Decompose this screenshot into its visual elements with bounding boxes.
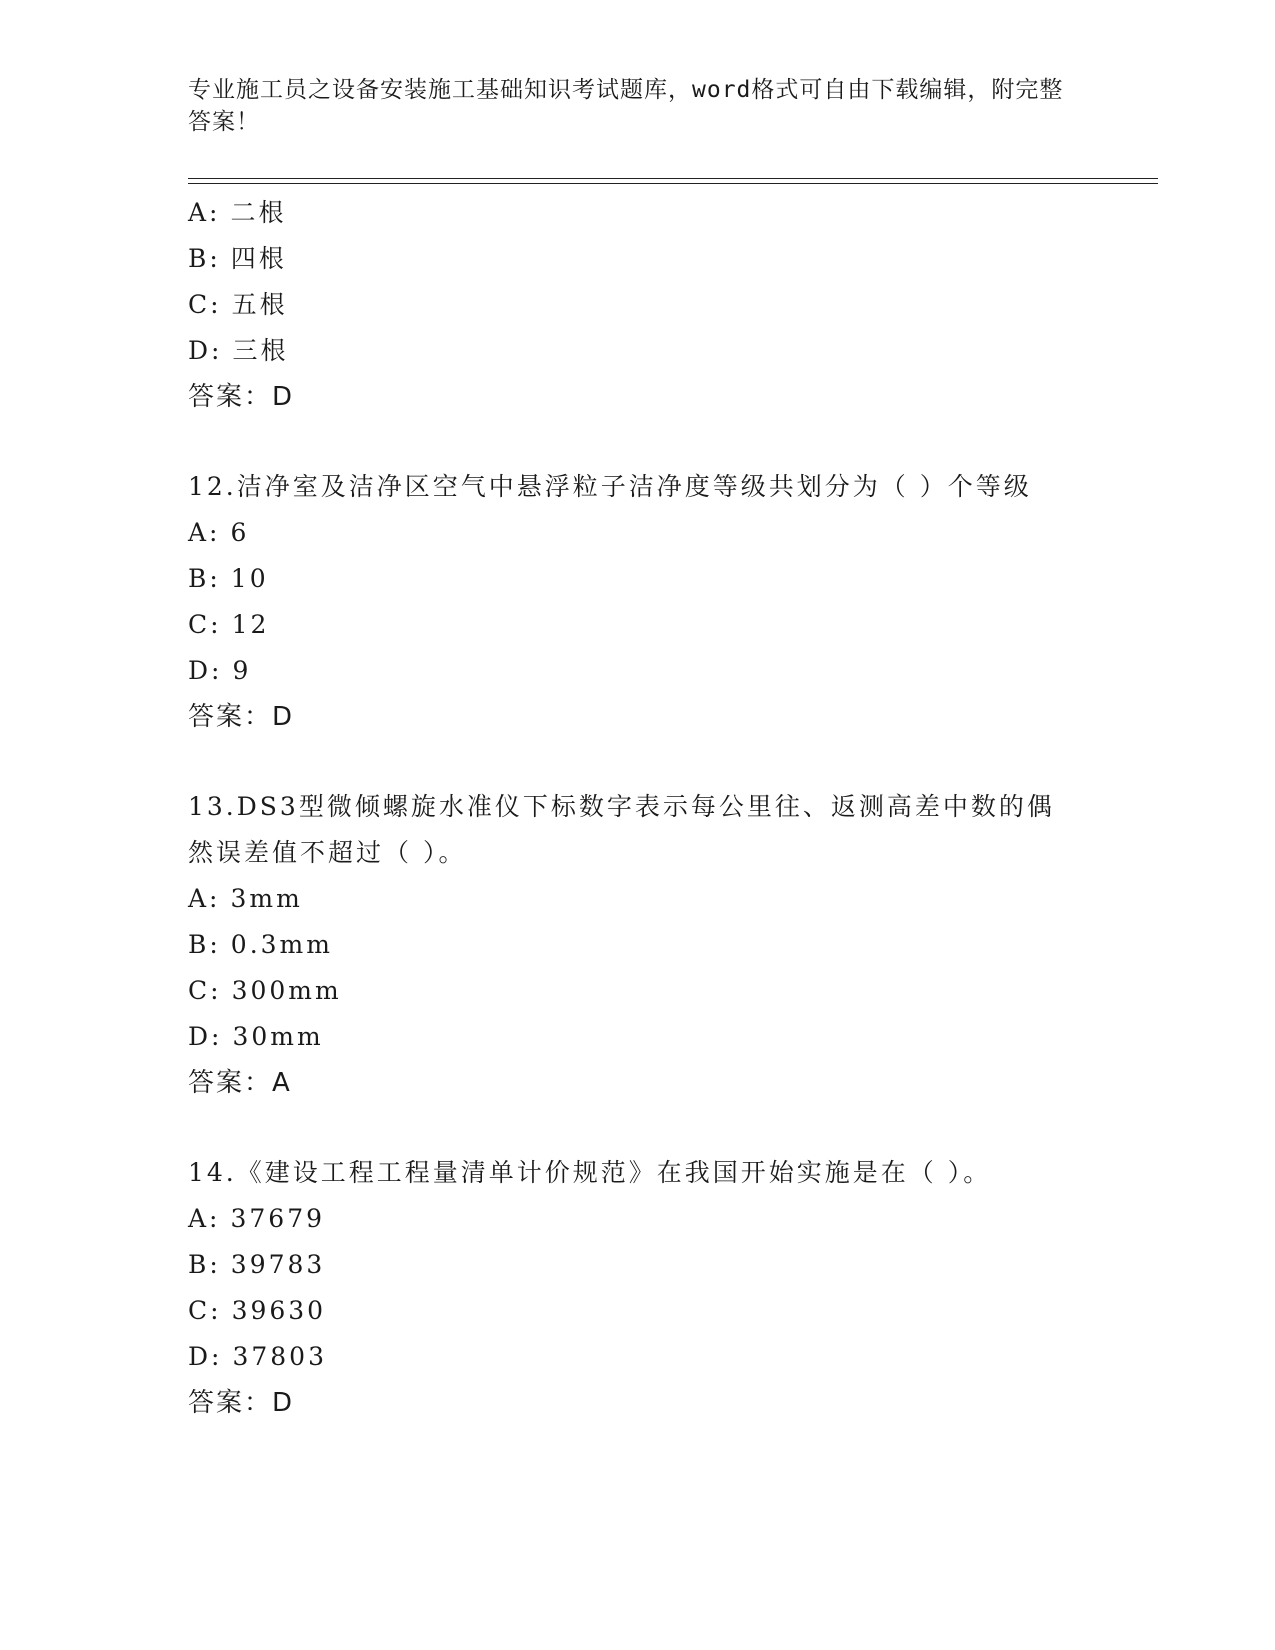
option-letter: A: [188, 198, 221, 227]
option-letter: D: [188, 1342, 223, 1371]
option-text: 37803 [232, 1342, 327, 1371]
option-text: 9 [232, 656, 252, 685]
question-text: 14.《建设工程工程量清单计价规范》在我国开始实施是在（ ）。 [188, 1158, 992, 1187]
option-letter: A: [188, 1204, 221, 1233]
question-text: 12.洁净室及洁净区空气中悬浮粒子洁净度等级共划分为（ ）个等级 [188, 472, 1032, 501]
option-text: 300mm [231, 976, 342, 1005]
option-a [188, 190, 1088, 236]
option-letter: D: [188, 336, 223, 365]
question-12 [188, 464, 1088, 740]
option-letter: C: [188, 976, 222, 1005]
option-c [188, 1288, 1088, 1334]
option-text: 12 [231, 610, 270, 639]
document-title: 专业施工员之设备安装施工基础知识考试题库，word格式可自由下载编辑，附完整答案！ [188, 77, 1064, 135]
header-divider-bottom [188, 183, 1158, 184]
option-b [188, 922, 1088, 968]
option-text: 39783 [230, 1250, 326, 1279]
option-text: 10 [230, 564, 269, 593]
question-text-line-1: 13.DS3型微倾螺旋水准仪下标数字表示每公里往、返测高差中数的偶 [188, 792, 1055, 821]
option-c [188, 282, 1088, 328]
option-c [188, 602, 1088, 648]
option-text: 37679 [230, 1204, 326, 1233]
option-letter: D: [188, 656, 223, 685]
option-letter: B: [188, 1250, 221, 1279]
option-a [188, 876, 1088, 922]
question-13 [188, 784, 1088, 1106]
option-b [188, 556, 1088, 602]
answer-line: 答案：D [188, 382, 295, 412]
option-d [188, 1014, 1088, 1060]
option-d [188, 648, 1088, 694]
option-text: 四根 [230, 244, 287, 273]
option-d [188, 1334, 1088, 1380]
answer-line: 答案：D [188, 702, 295, 732]
option-c [188, 968, 1088, 1014]
question-list [188, 190, 1088, 1426]
option-a [188, 510, 1088, 556]
option-text: 二根 [230, 198, 287, 227]
question-14 [188, 1150, 1088, 1426]
option-b [188, 1242, 1088, 1288]
option-letter: C: [188, 290, 222, 319]
option-letter: A: [188, 518, 221, 547]
answer-line: 答案：D [188, 1388, 295, 1418]
option-text: 39630 [231, 1296, 327, 1325]
option-letter: A: [188, 884, 221, 913]
option-letter: B: [188, 930, 221, 959]
question-11 [188, 190, 1088, 420]
option-text: 0.3mm [230, 930, 333, 959]
option-text: 三根 [232, 336, 289, 365]
question-text-line-2: 然误差值不超过（ ）。 [188, 838, 467, 867]
option-letter: C: [188, 610, 222, 639]
option-letter: C: [188, 1296, 222, 1325]
option-text: 五根 [231, 290, 288, 319]
option-d [188, 328, 1088, 374]
option-text: 6 [230, 518, 250, 547]
option-letter: D: [188, 1022, 223, 1051]
header-divider-top [188, 178, 1158, 179]
option-text: 30mm [232, 1022, 324, 1051]
option-text: 3mm [230, 884, 303, 913]
answer-line: 答案：A [188, 1068, 292, 1098]
option-a [188, 1196, 1088, 1242]
option-letter: B: [188, 564, 221, 593]
option-letter: B: [188, 244, 221, 273]
option-b [188, 236, 1088, 282]
